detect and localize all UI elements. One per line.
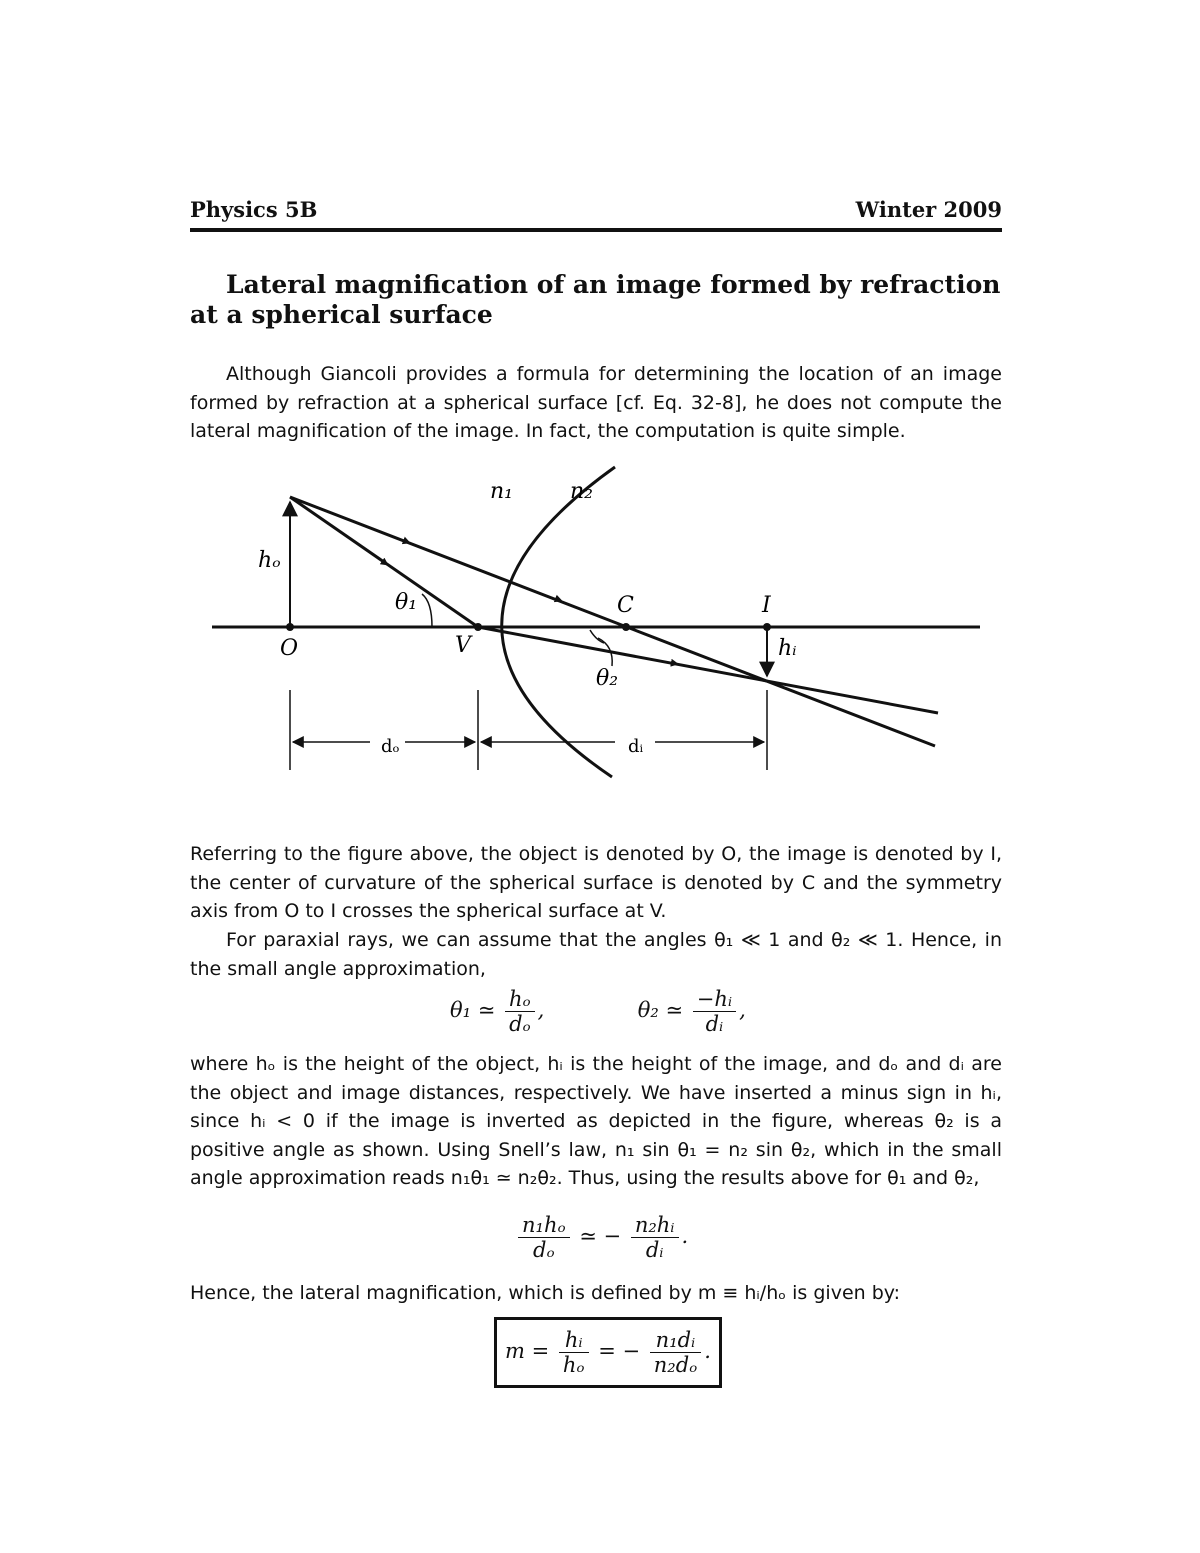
small-angle-equations [450,987,770,1047]
label-ho: hₒ [258,548,281,573]
theta1-arc [422,594,432,627]
eq3-lhs: m = [505,1339,550,1363]
eq3-end: . [704,1339,711,1363]
eq1-frac1 [505,987,535,1036]
eq1-frac2 [693,987,736,1036]
eq1-sep2: , [739,998,746,1022]
refraction-figure [0,440,1200,800]
point-V [474,623,482,631]
magnification-paragraph: Hence, the lateral magnification, which is defined by m ≡ hᵢ/hₒ is given by: [190,1282,901,1304]
eq2-num2: n₂hᵢ [631,1213,679,1238]
label-n1: n₁ [490,479,513,504]
eq1-lhs1: θ₁ ≃ [450,998,496,1022]
eq3-frac2 [650,1328,701,1377]
title-line-1: Lateral magnification of an image formed by refraction [226,270,1001,299]
label-n2: n₂ [570,479,593,504]
central-ray [290,497,935,746]
refracted-ray [478,627,938,713]
eq3-num1: hᵢ [559,1328,589,1353]
label-V: V [455,633,471,658]
label-do: dₒ [381,736,400,757]
eq1-sep1: , [537,998,545,1022]
eq3-rel: = − [598,1339,641,1363]
eq1-den1: dₒ [509,1012,531,1036]
eq3-frac1 [559,1328,589,1377]
snell-ratio-equation [515,1213,715,1273]
label-theta1: θ₁ [395,590,418,615]
eq3-num2: n₁dᵢ [650,1328,701,1353]
eq1-den2: dᵢ [705,1012,724,1036]
eq2-num1: n₁hₒ [518,1213,570,1238]
eq1-lhs2: θ₂ ≃ [637,998,684,1022]
ray-to-vertex [290,497,478,627]
term-label: Winter 2009 [855,197,1002,222]
eq3-den2: n₂dₒ [653,1353,698,1377]
eq2-rel: ≃ − [579,1224,622,1248]
magnification-result-box [494,1317,722,1388]
label-theta2: θ₂ [596,666,619,691]
eq1-num1: hₒ [505,987,535,1012]
eq2-frac2 [631,1213,679,1262]
label-di: dᵢ [628,736,644,757]
label-hi: hᵢ [778,636,797,661]
header-rule [190,228,1002,232]
label-C: C [617,593,634,618]
title-line-2: at a spherical surface [190,300,493,329]
eq2-end: . [681,1224,689,1248]
eq2-frac1 [518,1213,570,1262]
point-C [622,623,630,631]
eq1-num2: −hᵢ [693,987,736,1012]
eq3-den1: hₒ [562,1353,585,1377]
figure-description: Referring to the figure above, the object is denoted by O, the image is denoted by I, the center of curvature of the spherical surface is denoted by C and the symmetry axis from O to I crosses the spherical surface at V. [190,843,1002,922]
snell-paragraph: where hₒ is the height of the object, hᵢ is the height of the image, and dₒ and dᵢ are the object and image distances, respectively. We have inserted a minus sign in hᵢ, since hᵢ < 0 if the image is inverted as depicted in the figure, whereas θ₂ is a positive angle as shown. Using Snell’s law, n₁ sin θ₁ = n₂ sin θ₂, which in the small angle approximation reads n₁θ₁ ≃ n₂θ₂. Thus, using the results above for θ₁ and θ₂, [190,1053,1002,1189]
course-name: Physics 5B [190,197,318,222]
paraxial-paragraph: For paraxial rays, we can assume that the angles θ₁ ≪ 1 and θ₂ ≪ 1. Hence, in the small angle approximation, [190,929,1002,980]
point-I [763,623,771,631]
label-I: I [762,593,771,618]
spherical-surface [502,467,615,777]
eq2-den1: dₒ [533,1238,555,1262]
point-O [286,623,294,631]
intro-paragraph: Although Giancoli provides a formula for determining the location of an image formed by refraction at a spherical surface [cf. Eq. 32-8], he does not compute the lateral magnification of the image. In fact, the computation is quite simple. [190,363,1002,442]
label-O: O [280,636,299,661]
eq2-den2: dᵢ [645,1238,664,1262]
page-title [190,270,1002,330]
